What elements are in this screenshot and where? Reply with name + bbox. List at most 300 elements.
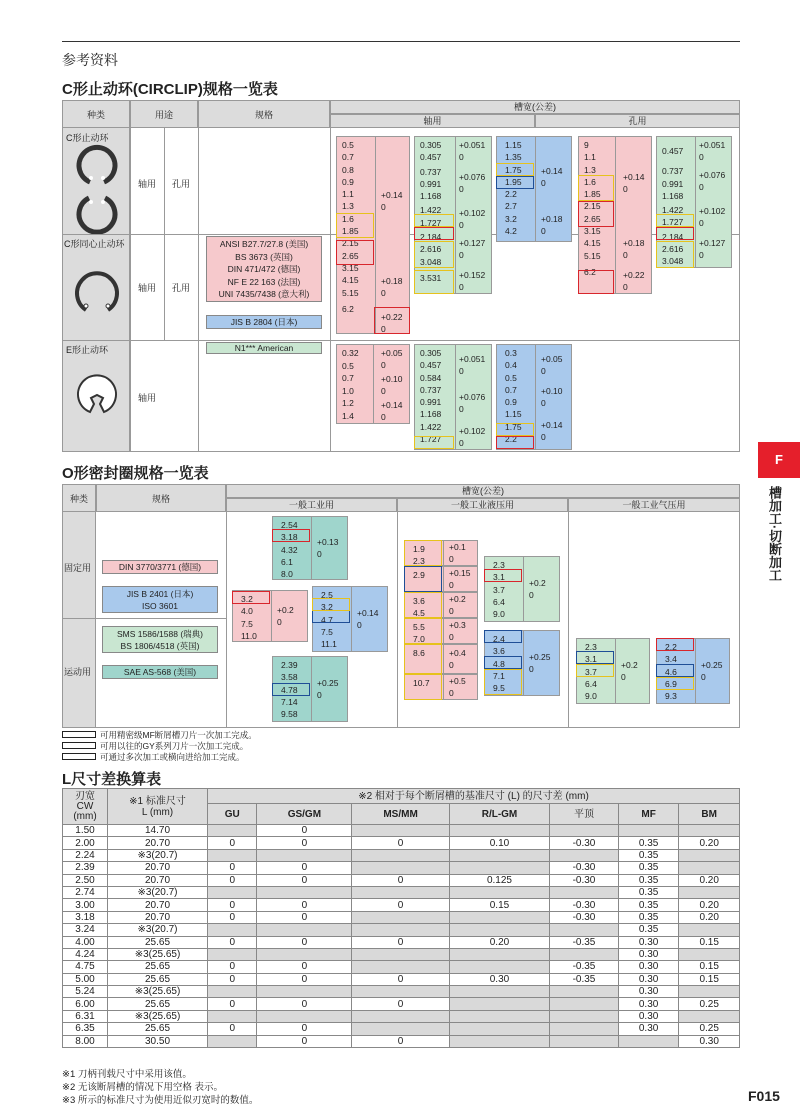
value: 2.616: [662, 244, 684, 255]
table-cell: [208, 1010, 257, 1022]
table-cell: 3.24: [63, 924, 108, 936]
value: 1.727: [420, 217, 442, 228]
yellow-mark: [404, 592, 442, 618]
oring-group-g1: [272, 516, 348, 580]
table-cell: [618, 1035, 679, 1047]
value: 7.14: [281, 696, 298, 707]
table-cell: 25.65: [108, 1023, 208, 1035]
table-cell: ※3(25.65): [108, 986, 208, 998]
yellow-mark: [404, 674, 442, 700]
note-2: ※2 无该断屑槽的情况下用空格 表示。: [62, 1082, 224, 1093]
shaft-blue-group: [496, 136, 572, 242]
header-l: ※1 标准尺寸 L (mm): [108, 789, 208, 825]
red-mark: [656, 638, 694, 651]
value: 0.7: [505, 384, 517, 395]
tolerance: +0.18 0: [541, 214, 563, 237]
table-cell: [352, 986, 450, 998]
yellow-mark: [404, 540, 442, 566]
value: 4.2: [505, 226, 517, 237]
blue-mark: [496, 176, 534, 189]
col-divider: [164, 128, 165, 340]
table-cell: [550, 1010, 619, 1022]
table-cell: 0.35: [618, 874, 679, 886]
table-cell: ※3(25.65): [108, 1010, 208, 1022]
table-cell: [449, 862, 549, 874]
table-cell: [449, 998, 549, 1010]
tolerance: +0.25 0: [529, 652, 551, 675]
table-cell: 0.30: [618, 1023, 679, 1035]
table-row: [63, 849, 740, 861]
value: 2.3: [493, 560, 505, 570]
legend-yellow-text: 可通过多次加工或横向进给加工完成。: [100, 752, 245, 762]
table-cell: 0: [257, 899, 352, 911]
value: 1.35: [505, 152, 522, 163]
value: 0.457: [420, 152, 442, 163]
table-cell: -0.30: [550, 837, 619, 849]
table-cell: 0.35: [618, 899, 679, 911]
yellow-mark: [496, 163, 534, 176]
table-cell: 0: [208, 911, 257, 923]
std-n1: N1*** American: [206, 342, 322, 354]
l-dimension-table: [62, 788, 740, 1048]
col-divider: [226, 512, 227, 728]
value: 0.5: [342, 140, 354, 150]
value: 2.15: [342, 238, 359, 249]
table-cell: [550, 849, 619, 861]
value: 2.2: [505, 434, 517, 445]
value: 4.5: [413, 608, 425, 619]
divider: [443, 541, 444, 565]
table-row: [63, 886, 740, 898]
table-cell: 0: [352, 899, 450, 911]
value: 4.6: [665, 666, 677, 677]
yellow-mark: [414, 270, 454, 294]
tolerance: +0.152 0: [459, 270, 486, 293]
table-cell: [257, 849, 352, 861]
divider: [535, 137, 536, 241]
value: 0.991: [420, 178, 442, 189]
yellow-mark: [414, 214, 454, 227]
table-cell: 0: [208, 899, 257, 911]
circlip-title: C形止动环(CIRCLIP)规格一览表: [62, 81, 278, 98]
table-cell: 2.74: [63, 886, 108, 898]
value: 2.39: [281, 660, 298, 670]
value: 1.6: [584, 176, 596, 187]
value: 1.6: [342, 213, 354, 224]
table-cell: 0: [208, 998, 257, 1010]
value: 8.0: [281, 569, 293, 580]
table-cell: 0: [208, 837, 257, 849]
tolerance: +0.127 0: [459, 238, 486, 261]
table-cell: 0.20: [449, 936, 549, 948]
tolerance: +0.102 0: [459, 426, 486, 449]
table-cell: 0: [257, 998, 352, 1010]
col-divider: [330, 128, 331, 452]
table-cell: 0: [352, 874, 450, 886]
table-cell: [449, 924, 549, 936]
table-cell: [679, 886, 740, 898]
divider: [443, 675, 444, 699]
table-cell: [679, 1010, 740, 1022]
table-cell: 0.35: [618, 862, 679, 874]
red-mark: [578, 270, 614, 294]
table-cell: 0.25: [679, 998, 740, 1010]
table-cell: [257, 886, 352, 898]
tolerance: +0.10 0: [381, 374, 403, 397]
divider: [351, 587, 352, 651]
table-cell: ※3(20.7): [108, 924, 208, 936]
divider: [523, 557, 524, 621]
table-cell: 0: [208, 1023, 257, 1035]
table-cell: 0: [257, 862, 352, 874]
table-cell: 0: [257, 825, 352, 837]
table-cell: 0: [352, 837, 450, 849]
note-3: ※3 所示的标准尺寸为使用近似刃宽时的数值。: [62, 1095, 259, 1106]
value: 0.7: [342, 373, 354, 384]
table-row: [63, 936, 740, 948]
col-gu: GU: [208, 804, 257, 825]
divider: [455, 137, 456, 293]
oring-fixed: 固定用: [64, 563, 92, 573]
value: 1.15: [505, 409, 522, 420]
table-cell: [449, 825, 549, 837]
divider: [443, 619, 444, 643]
table-cell: [550, 886, 619, 898]
table-row: [63, 961, 740, 973]
tolerance: +0.14 0: [541, 420, 563, 443]
divider: [443, 567, 444, 591]
value: 1.75: [505, 421, 522, 432]
use-shaft: 轴用: [138, 393, 157, 403]
table-cell: 1.50: [63, 825, 108, 837]
table-cell: 20.70: [108, 899, 208, 911]
col-divider: [198, 128, 199, 452]
std-ansi: ANSI B27.7/27.8 (美国): [219, 239, 309, 249]
blue-mark: [404, 566, 442, 592]
value: 0.4: [505, 360, 517, 371]
tolerance: +0.25 0: [317, 678, 339, 701]
value: 3.4: [665, 654, 677, 665]
tolerance: +0.15 0: [449, 568, 471, 591]
table-row: [63, 862, 740, 874]
value: 3.15: [342, 262, 359, 273]
circlip-standards: [206, 236, 322, 302]
table-cell: 0.35: [618, 837, 679, 849]
yellow-mark: [656, 677, 694, 690]
table-cell: [550, 948, 619, 960]
use-hole: 孔用: [172, 283, 191, 293]
table-cell: 0.30: [449, 973, 549, 985]
red-mark: [578, 201, 614, 227]
value: 7.5: [241, 618, 253, 629]
table-cell: 0: [257, 961, 352, 973]
use-shaft: 轴用: [138, 283, 157, 293]
value: 6.4: [585, 678, 597, 689]
legend-yellow-swatch: [62, 753, 96, 760]
legend-blue-swatch: [62, 742, 96, 749]
table-cell: [679, 986, 740, 998]
table-cell: [679, 948, 740, 960]
tolerance: +0.2 0: [621, 660, 638, 683]
use-hole: 孔用: [172, 179, 191, 189]
page-number: F015: [748, 1088, 780, 1104]
value: 0.8: [342, 164, 354, 175]
red-mark: [374, 307, 410, 334]
value: 2.65: [584, 213, 601, 224]
value: 7.0: [413, 634, 425, 645]
oring-header-type: 种类: [62, 484, 96, 512]
value: 1.422: [662, 205, 684, 216]
divider: [523, 631, 524, 695]
circlip-header-shaft: 轴用: [330, 114, 535, 128]
tolerance: +0.05 0: [541, 354, 563, 377]
value: 0.305: [420, 140, 442, 150]
c-ring-illustration: [72, 144, 122, 234]
table-cell: ※3(20.7): [108, 886, 208, 898]
value: 2.616: [420, 244, 442, 255]
legend-red-swatch: [62, 731, 96, 738]
tolerance: +0.076 0: [459, 172, 486, 195]
value: 5.5: [413, 622, 425, 632]
table-cell: [550, 1023, 619, 1035]
e-green-group: [414, 344, 492, 450]
table-cell: [208, 986, 257, 998]
table-cell: [352, 1010, 450, 1022]
col-rl-gm: R/L-GM: [449, 804, 549, 825]
red-mark: [272, 529, 310, 542]
tolerance: +0.5 0: [449, 676, 466, 699]
yellow-mark: [414, 241, 454, 268]
table-cell: 5.24: [63, 986, 108, 998]
tolerance: +0.051 0: [699, 140, 726, 163]
table-cell: [449, 1035, 549, 1047]
blue-mark: [576, 651, 614, 664]
table-cell: 0: [352, 998, 450, 1010]
table-cell: 20.70: [108, 862, 208, 874]
value: 1.2: [342, 398, 354, 409]
value: 2.2: [505, 189, 517, 200]
circlip-header-use: 用途: [130, 100, 198, 128]
table-cell: [449, 948, 549, 960]
e-pink-values: [342, 347, 359, 423]
oring-title: O形密封圈规格一览表: [62, 465, 209, 482]
use-shaft: 轴用: [138, 179, 157, 189]
table-cell: [449, 986, 549, 998]
divider: [615, 639, 616, 703]
oring-group-h7: [484, 556, 560, 622]
table-cell: [208, 948, 257, 960]
tolerance: +0.1 0: [449, 542, 466, 565]
table-cell: 0: [208, 961, 257, 973]
table-cell: 5.00: [63, 973, 108, 985]
table-cell: 0.20: [679, 899, 740, 911]
table-cell: 3.00: [63, 899, 108, 911]
table-cell: [257, 1010, 352, 1022]
side-tab-text: 槽加工·切断加工: [767, 486, 782, 582]
value: 10.7: [413, 678, 430, 688]
value: 9.0: [493, 609, 505, 620]
oring-std-sae: SAE AS-568 (美国): [102, 665, 218, 679]
tolerance: +0.25 0: [701, 660, 723, 683]
table-cell: ※3(20.7): [108, 849, 208, 861]
table-cell: [550, 986, 619, 998]
tolerance: +0.18 0: [381, 276, 403, 299]
table-cell: 0: [257, 874, 352, 886]
value: 0.457: [420, 360, 442, 371]
value: 1.15: [505, 140, 522, 150]
table-row: [63, 1023, 740, 1035]
value: 1.85: [584, 189, 601, 200]
table-cell: [208, 825, 257, 837]
table-cell: 0: [257, 1023, 352, 1035]
table-cell: -0.30: [550, 862, 619, 874]
table-cell: 0: [257, 936, 352, 948]
col-divider: [568, 512, 569, 728]
type-e-circlip: E形止动环: [66, 345, 109, 355]
table-cell: [257, 986, 352, 998]
tolerance: +0.051 0: [459, 354, 486, 377]
table-cell: 0.15: [679, 973, 740, 985]
value: 6.2: [342, 303, 354, 314]
value: 1.422: [420, 205, 442, 216]
value: 2.54: [281, 520, 298, 530]
circlip-header-groove: 槽宽(公差): [330, 100, 740, 114]
table-cell: 25.65: [108, 998, 208, 1010]
table-cell: 0.30: [618, 998, 679, 1010]
table-row: [63, 911, 740, 923]
type-concentric-circlip: C形同心止动环: [64, 239, 125, 249]
value: 1.3: [342, 201, 354, 212]
value: 3.6: [413, 596, 425, 606]
value: 1.168: [420, 191, 442, 202]
table-cell: 14.70: [108, 825, 208, 837]
table-cell: 2.00: [63, 837, 108, 849]
table-cell: 0.35: [618, 911, 679, 923]
oring-header-hydraulic: 一般工业液压用: [397, 498, 568, 512]
table-cell: 0.35: [618, 886, 679, 898]
col-flat: 平顶: [550, 804, 619, 825]
value: 3.6: [493, 646, 505, 657]
std-din: DIN 471/472 (德国): [227, 264, 301, 274]
table-cell: 0.20: [679, 874, 740, 886]
ltable-title: L尺寸差换算表: [62, 771, 162, 788]
red-mark: [414, 227, 454, 240]
std-bs: BS 3673 (英国): [235, 251, 293, 262]
table-cell: [352, 1023, 450, 1035]
value: 4.7: [321, 614, 333, 625]
table-cell: ※3(25.65): [108, 948, 208, 960]
table-cell: [352, 911, 450, 923]
value: 1.727: [662, 217, 684, 228]
table-cell: [257, 924, 352, 936]
std-nf: NF E 22 163 (法国): [227, 276, 301, 287]
table-cell: 20.70: [108, 911, 208, 923]
e-ring-illustration: [74, 372, 120, 418]
tolerance: +0.2 0: [529, 578, 546, 601]
value: 0.9: [342, 176, 354, 187]
table-cell: 0.125: [449, 874, 549, 886]
table-cell: 6.35: [63, 1023, 108, 1035]
table-cell: 2.39: [63, 862, 108, 874]
top-rule: [62, 41, 740, 42]
table-cell: 30.50: [108, 1035, 208, 1047]
table-cell: [352, 948, 450, 960]
value: 2.15: [584, 201, 601, 212]
value: 2.184: [662, 231, 684, 242]
blue-mark: [312, 610, 350, 623]
row-divider: [62, 618, 226, 619]
table-cell: [550, 825, 619, 837]
value: 9: [584, 140, 589, 150]
blue-mark: [484, 656, 522, 669]
table-cell: 0.30: [679, 1035, 740, 1047]
yellow-mark: [404, 644, 442, 674]
col-bm: BM: [679, 804, 740, 825]
table-cell: [208, 849, 257, 861]
row-divider: [62, 340, 740, 341]
value: 2.65: [342, 250, 359, 261]
table-cell: 0.15: [679, 936, 740, 948]
divider: [535, 345, 536, 449]
table-cell: [679, 825, 740, 837]
value: 0.737: [420, 166, 442, 177]
value: 1.1: [342, 189, 354, 200]
value: 8.6: [413, 648, 425, 658]
divider: [311, 657, 312, 721]
table-cell: 0.30: [618, 973, 679, 985]
tolerance: +0.14 0: [623, 172, 645, 195]
table-cell: -0.30: [550, 874, 619, 886]
side-tab-letter: F: [758, 442, 800, 478]
tolerance: +0.102 0: [459, 208, 486, 231]
table-cell: 0.15: [449, 899, 549, 911]
divider: [695, 639, 696, 703]
col-divider: [397, 512, 398, 728]
tolerance: +0.05 0: [381, 348, 403, 371]
oring-header-pneumatic: 一般工业气压用: [568, 498, 740, 512]
value: 9.5: [493, 683, 505, 694]
value: 9.0: [585, 691, 597, 702]
legend-red-text: 可用精密级MF断屑槽刀片一次加工完成。: [100, 730, 257, 740]
table-cell: 0.20: [679, 837, 740, 849]
table-cell: 0.30: [618, 1010, 679, 1022]
table-cell: 0.30: [618, 948, 679, 960]
value: 0.3: [505, 348, 517, 358]
value: 6.2: [584, 266, 596, 277]
tolerance: +0.14 0: [357, 608, 379, 631]
tolerance: +0.14 0: [381, 400, 403, 423]
header-diff: ※2 相对于每个断屑槽的基准尺寸 (L) 的尺寸差 (mm): [208, 789, 740, 804]
table-cell: 25.65: [108, 961, 208, 973]
tolerance: +0.22 0: [623, 270, 645, 293]
blue-mark: [484, 630, 522, 643]
value: 4.32: [281, 544, 298, 555]
tolerance: +0.102 0: [699, 206, 726, 229]
table-cell: [208, 924, 257, 936]
table-cell: -0.30: [550, 899, 619, 911]
value: 11.0: [241, 630, 257, 641]
table-cell: [449, 1023, 549, 1035]
yellow-mark: [336, 213, 374, 238]
table-cell: 0: [257, 911, 352, 923]
table-row: [63, 1010, 740, 1022]
e-green-values: [420, 347, 441, 445]
table-row: [63, 837, 740, 849]
table-cell: [352, 849, 450, 861]
yellow-mark: [484, 669, 522, 695]
value: 4.78: [281, 684, 298, 695]
table-cell: [352, 825, 450, 837]
